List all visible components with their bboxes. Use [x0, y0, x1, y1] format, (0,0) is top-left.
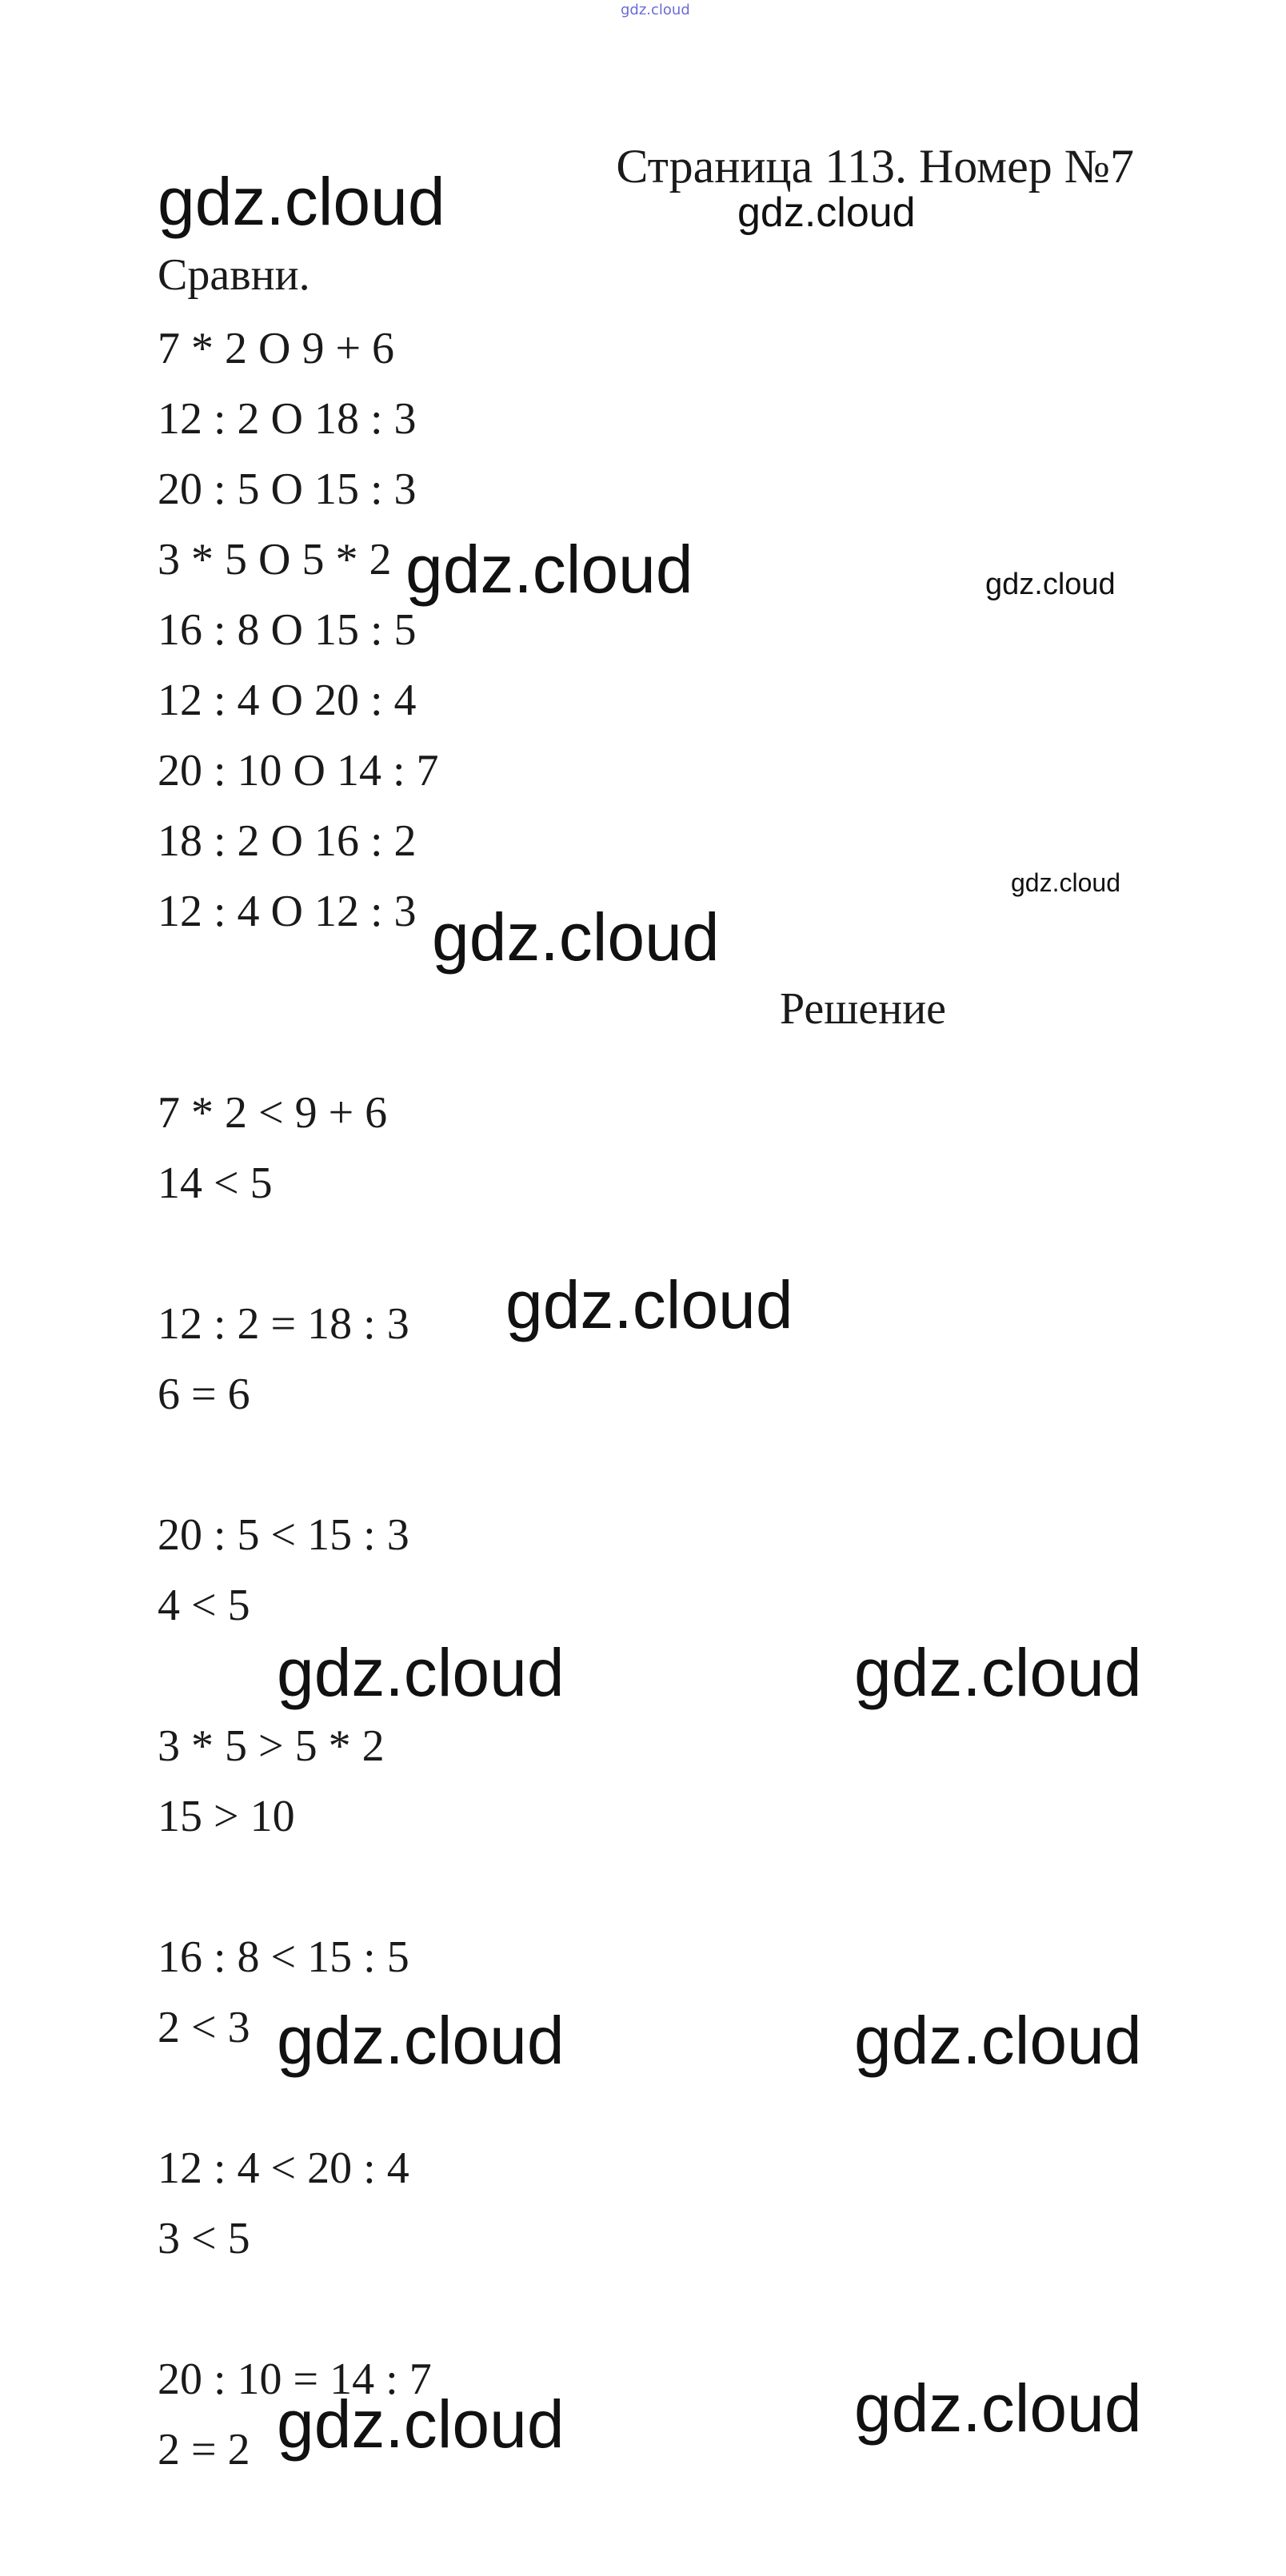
- task-item: 20 : 10 O 14 : 7: [158, 746, 439, 796]
- top-watermark: gdz.cloud: [621, 2, 690, 18]
- task-item: 3 * 5 O 5 * 2: [158, 535, 392, 584]
- solution-result: 15 > 10: [158, 1792, 295, 1841]
- task-item: 20 : 5 O 15 : 3: [158, 465, 417, 514]
- task-item: 16 : 8 O 15 : 5: [158, 605, 417, 655]
- solution-expression: 3 * 5 > 5 * 2: [158, 1721, 385, 1771]
- watermark: gdz.cloud: [854, 1635, 1142, 1710]
- watermark: gdz.cloud: [277, 2003, 565, 2078]
- watermark: gdz.cloud: [854, 2003, 1142, 2078]
- watermark: gdz.cloud: [1011, 868, 1120, 897]
- page-title: Страница 113. Номер №7: [616, 140, 1134, 193]
- solution-result: 3 < 5: [158, 2214, 250, 2263]
- watermark: gdz.cloud: [405, 532, 693, 607]
- watermark: gdz.cloud: [277, 2387, 565, 2462]
- solution-result: 2 = 2: [158, 2425, 250, 2474]
- task-prompt: Сравни.: [158, 250, 310, 300]
- task-item: 12 : 4 O 20 : 4: [158, 676, 417, 725]
- watermark: gdz.cloud: [985, 568, 1116, 601]
- watermark: gdz.cloud: [737, 189, 916, 236]
- solution-result: 14 < 5: [158, 1158, 273, 1208]
- solution-expression: 16 : 8 < 15 : 5: [158, 1932, 409, 1982]
- solution-expression: 12 : 4 < 20 : 4: [158, 2143, 409, 2193]
- solution-expression: 20 : 5 < 15 : 3: [158, 1510, 409, 1560]
- task-item: 7 * 2 O 9 + 6: [158, 324, 395, 373]
- watermark: gdz.cloud: [432, 899, 720, 975]
- task-item: 12 : 2 O 18 : 3: [158, 394, 417, 444]
- task-item: 12 : 4 O 12 : 3: [158, 887, 417, 936]
- watermark: gdz.cloud: [158, 164, 445, 239]
- solution-result: 6 = 6: [158, 1370, 250, 1419]
- watermark: gdz.cloud: [505, 1267, 793, 1342]
- solution-result: 2 < 3: [158, 2003, 250, 2052]
- watermark: gdz.cloud: [854, 2371, 1142, 2446]
- solution-expression: 7 * 2 < 9 + 6: [158, 1088, 388, 1138]
- solution-result: 4 < 5: [158, 1581, 250, 1630]
- solution-heading: Решение: [780, 984, 947, 1034]
- solution-expression: 12 : 2 = 18 : 3: [158, 1299, 409, 1349]
- watermark: gdz.cloud: [277, 1635, 565, 1710]
- solution-expression: 20 : 10 = 14 : 7: [158, 2355, 432, 2404]
- task-item: 18 : 2 O 16 : 2: [158, 816, 417, 866]
